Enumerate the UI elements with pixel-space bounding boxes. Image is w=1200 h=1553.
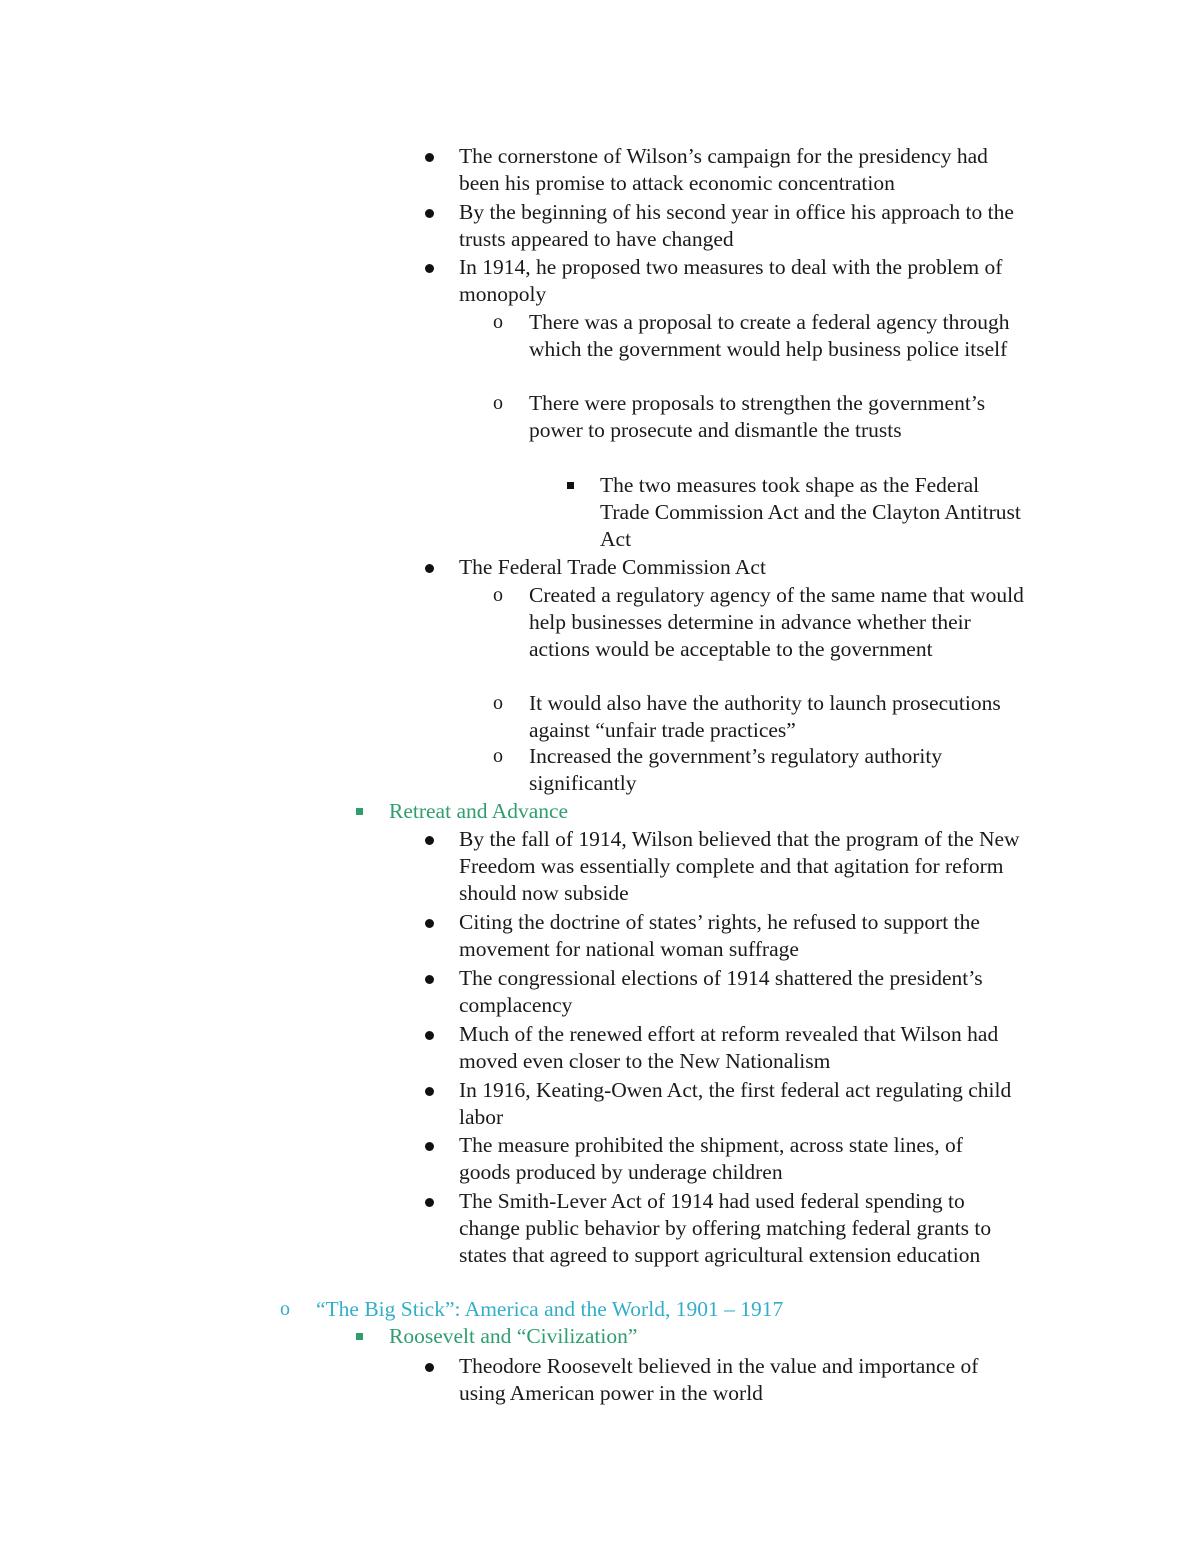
list-item-text: By the beginning of his second year in office his approach to the trusts appeared to have changed (459, 200, 1014, 251)
bullet-circle: o (493, 745, 503, 767)
heading-text: Retreat and Advance (389, 799, 569, 823)
list-item-text: The cornerstone of Wilson’s campaign for the presidency had been his promise to attack economic concentration (459, 144, 988, 195)
bullet-circle: o (493, 311, 503, 333)
list-item (459, 1132, 1019, 1186)
list-item-text: Citing the doctrine of states’ rights, he refused to support the movement for national woman suffrage (459, 910, 980, 961)
list-item (459, 1188, 1024, 1269)
list-item (493, 309, 1029, 363)
list-item (459, 965, 1019, 1019)
list-item (459, 826, 1029, 907)
list-item-text: Theodore Roosevelt believed in the value and importance of using American power in the world (459, 1354, 979, 1405)
list-item-text: Much of the renewed effort at reform revealed that Wilson had moved even closer to the New Nationalism (459, 1022, 999, 1073)
section-heading (389, 798, 989, 825)
list-item-text: The Federal Trade Commission Act (459, 555, 766, 579)
list-item (459, 1021, 1019, 1075)
list-item (493, 390, 1029, 444)
list-item-text: There was a proposal to create a federal agency through which the government would help business police itself (529, 310, 1010, 361)
list-item-text: Created a regulatory agency of the same name that would help businesses determine in advance whether their actions would be acceptable to the government (529, 583, 1024, 661)
list-item-text: The Smith-Lever Act of 1914 had used federal spending to change public behavior by offering matching federal grants to states that agreed to support agricultural extension education (459, 1189, 992, 1267)
list-item (600, 472, 1025, 553)
heading-text: “The Big Stick”: America and the World, 1901 – 1917 (316, 1297, 784, 1321)
list-item-text: The two measures took shape as the Federal Trade Commission Act and the Clayton Antitrust Act (600, 473, 1021, 551)
list-item (459, 554, 1019, 581)
list-item (459, 1077, 1019, 1131)
bullet-circle: o (493, 392, 503, 414)
list-item-text: By the fall of 1914, Wilson believed that the program of the New Freedom was essentially complete and that agitation for reform should now subside (459, 827, 1020, 905)
bullet-circle: o (493, 692, 503, 714)
bullet-circle: o (280, 1298, 290, 1320)
list-item (459, 254, 1019, 308)
list-item-text: The measure prohibited the shipment, across state lines, of goods produced by underage children (459, 1133, 963, 1184)
section-heading (280, 1296, 1016, 1323)
list-item-text: In 1914, he proposed two measures to deal with the problem of monopoly (459, 255, 1003, 306)
list-item (459, 909, 1019, 963)
list-item-text: In 1916, Keating-Owen Act, the first federal act regulating child labor (459, 1078, 1012, 1129)
list-item (459, 1353, 1019, 1407)
list-item (493, 743, 1029, 797)
heading-text: Roosevelt and “Civilization” (389, 1324, 638, 1348)
list-item (493, 582, 1029, 663)
list-item (493, 690, 1029, 744)
list-item-text: There were proposals to strengthen the government’s power to prosecute and dismantle the trusts (529, 391, 986, 442)
bullet-circle: o (493, 584, 503, 606)
list-item (459, 143, 1019, 197)
list-item (459, 199, 1019, 253)
list-item-text: It would also have the authority to launch prosecutions against “unfair trade practices” (529, 691, 1001, 742)
list-item-text: Increased the government’s regulatory authority significantly (529, 744, 943, 795)
list-item-text: The congressional elections of 1914 shattered the president’s complacency (459, 966, 983, 1017)
section-heading (389, 1323, 989, 1350)
